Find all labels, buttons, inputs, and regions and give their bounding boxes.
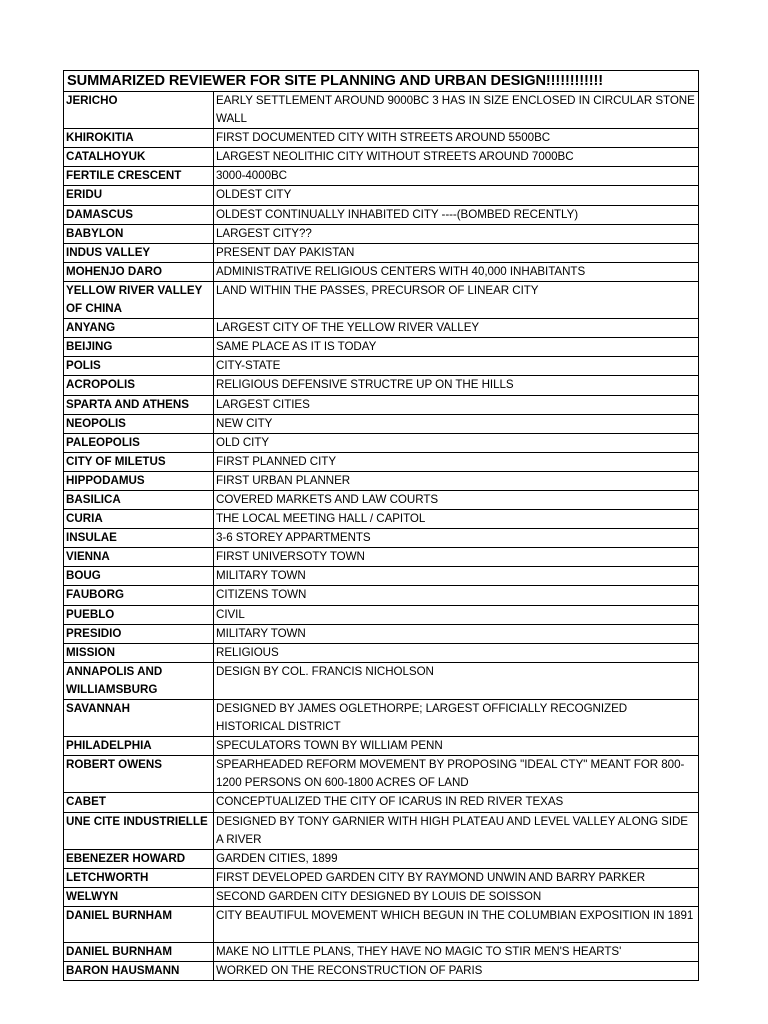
term-cell: FERTILE CRESCENT (64, 167, 214, 186)
term-cell: POLIS (64, 357, 214, 376)
reviewer-sheet (63, 70, 698, 981)
definition-cell: RELIGIOUS DEFENSIVE STRUCTRE UP ON THE HILLS (214, 376, 699, 395)
definition-cell: LARGEST NEOLITHIC CITY WITHOUT STREETS AROUND 7000BC (214, 148, 699, 167)
term-cell: CURIA (64, 510, 214, 529)
table-row (64, 243, 699, 262)
document-title: SUMMARIZED REVIEWER FOR SITE PLANNING AND URBAN DESIGN!!!!!!!!!!!! (64, 71, 699, 92)
table-row (64, 262, 699, 281)
term-cell: BARON HAUSMANN (64, 962, 214, 981)
term-cell: UNE CITE INDUSTRIELLE (64, 812, 214, 849)
table-row (64, 224, 699, 243)
definition-cell: OLD CITY (214, 433, 699, 452)
definition-cell: FIRST PLANNED CITY (214, 452, 699, 471)
definition-cell: SAME PLACE AS IT IS TODAY (214, 338, 699, 357)
definition-cell: LAND WITHIN THE PASSES, PRECURSOR OF LINEAR CITY (214, 281, 699, 318)
definition-cell: DESIGN BY COL. FRANCIS NICHOLSON (214, 662, 699, 699)
definition-cell: CONCEPTUALIZED THE CITY OF ICARUS IN RED RIVER TEXAS (214, 793, 699, 812)
table-row (64, 376, 699, 395)
table-row (64, 907, 699, 943)
table-row (64, 548, 699, 567)
term-cell: BOUG (64, 567, 214, 586)
table-row (64, 490, 699, 509)
table-row (64, 186, 699, 205)
definition-cell: RELIGIOUS (214, 643, 699, 662)
definition-cell: GARDEN CITIES, 1899 (214, 849, 699, 868)
table-row (64, 338, 699, 357)
term-cell: LETCHWORTH (64, 868, 214, 887)
definition-cell: DESIGNED BY JAMES OGLETHORPE; LARGEST OFFICIALLY RECOGNIZED HISTORICAL DISTRICT (214, 700, 699, 737)
table-row (64, 868, 699, 887)
table-row (64, 510, 699, 529)
reviewer-table (63, 70, 699, 981)
definition-cell: OLDEST CONTINUALLY INHABITED CITY ----(BOMBED RECENTLY) (214, 205, 699, 224)
term-cell: CATALHOYUK (64, 148, 214, 167)
term-cell: WELWYN (64, 887, 214, 906)
table-row (64, 433, 699, 452)
term-cell: SAVANNAH (64, 700, 214, 737)
definition-cell: DESIGNED BY TONY GARNIER WITH HIGH PLATEAU AND LEVEL VALLEY ALONG SIDE A RIVER (214, 812, 699, 849)
term-cell: DANIEL BURNHAM (64, 943, 214, 962)
term-cell: NEOPOLIS (64, 414, 214, 433)
table-row (64, 414, 699, 433)
term-cell: PUEBLO (64, 605, 214, 624)
table-row (64, 943, 699, 962)
term-cell: INDUS VALLEY (64, 243, 214, 262)
term-cell: ANNAPOLIS AND WILLIAMSBURG (64, 662, 214, 699)
term-cell: ACROPOLIS (64, 376, 214, 395)
definition-cell: NEW CITY (214, 414, 699, 433)
table-row (64, 471, 699, 490)
term-cell: ROBERT OWENS (64, 756, 214, 793)
definition-cell: CITIZENS TOWN (214, 586, 699, 605)
table-row (64, 452, 699, 471)
definition-cell: SPECULATORS TOWN BY WILLIAM PENN (214, 737, 699, 756)
definition-cell: SECOND GARDEN CITY DESIGNED BY LOUIS DE SOISSON (214, 887, 699, 906)
term-cell: CABET (64, 793, 214, 812)
definition-cell: 3-6 STOREY APPARTMENTS (214, 529, 699, 548)
definition-cell: LARGEST CITY OF THE YELLOW RIVER VALLEY (214, 319, 699, 338)
term-cell: HIPPODAMUS (64, 471, 214, 490)
term-cell: DAMASCUS (64, 205, 214, 224)
definition-cell: FIRST URBAN PLANNER (214, 471, 699, 490)
table-row (64, 624, 699, 643)
definition-cell: LARGEST CITY?? (214, 224, 699, 243)
definition-cell: MILITARY TOWN (214, 567, 699, 586)
term-cell: ERIDU (64, 186, 214, 205)
definition-cell: MILITARY TOWN (214, 624, 699, 643)
definition-cell: OLDEST CITY (214, 186, 699, 205)
term-cell: YELLOW RIVER VALLEY OF CHINA (64, 281, 214, 318)
term-cell: SPARTA AND ATHENS (64, 395, 214, 414)
term-cell: BEIJING (64, 338, 214, 357)
definition-cell: PRESENT DAY PAKISTAN (214, 243, 699, 262)
definition-cell: FIRST UNIVERSOTY TOWN (214, 548, 699, 567)
definition-cell: SPEARHEADED REFORM MOVEMENT BY PROPOSING "IDEAL CTY" MEANT FOR 800-1200 PERSONS ON 600-1800 ACRES OF LAND (214, 756, 699, 793)
term-cell: FAUBORG (64, 586, 214, 605)
term-cell: MISSION (64, 643, 214, 662)
definition-cell: FIRST DEVELOPED GARDEN CITY BY RAYMOND UNWIN AND BARRY PARKER (214, 868, 699, 887)
reviewer-table-body (64, 71, 699, 981)
definition-cell: THE LOCAL MEETING HALL / CAPITOL (214, 510, 699, 529)
term-cell: VIENNA (64, 548, 214, 567)
term-cell: CITY OF MILETUS (64, 452, 214, 471)
definition-cell: 3000-4000BC (214, 167, 699, 186)
term-cell: PHILADELPHIA (64, 737, 214, 756)
table-row (64, 395, 699, 414)
table-row (64, 529, 699, 548)
table-row (64, 737, 699, 756)
term-cell: PRESIDIO (64, 624, 214, 643)
definition-cell: MAKE NO LITTLE PLANS, THEY HAVE NO MAGIC TO STIR MEN'S HEARTS' (214, 943, 699, 962)
table-row (64, 148, 699, 167)
table-row (64, 793, 699, 812)
term-cell: BASILICA (64, 490, 214, 509)
table-row (64, 357, 699, 376)
term-cell: MOHENJO DARO (64, 262, 214, 281)
term-cell: BABYLON (64, 224, 214, 243)
table-row (64, 281, 699, 318)
term-cell: EBENEZER HOWARD (64, 849, 214, 868)
definition-cell: COVERED MARKETS AND LAW COURTS (214, 490, 699, 509)
term-cell: PALEOPOLIS (64, 433, 214, 452)
table-row (64, 167, 699, 186)
table-row (64, 319, 699, 338)
term-cell: INSULAE (64, 529, 214, 548)
definition-cell: FIRST DOCUMENTED CITY WITH STREETS AROUND 5500BC (214, 129, 699, 148)
term-cell: KHIROKITIA (64, 129, 214, 148)
definition-cell: CITY-STATE (214, 357, 699, 376)
table-row (64, 567, 699, 586)
definition-cell: WORKED ON THE RECONSTRUCTION OF PARIS (214, 962, 699, 981)
table-row (64, 812, 699, 849)
table-row (64, 700, 699, 737)
definition-cell: CITY BEAUTIFUL MOVEMENT WHICH BEGUN IN THE COLUMBIAN EXPOSITION IN 1891 (214, 907, 699, 943)
table-row (64, 662, 699, 699)
definition-cell: ADMINISTRATIVE RELIGIOUS CENTERS WITH 40,000 INHABITANTS (214, 262, 699, 281)
table-row (64, 849, 699, 868)
table-row (64, 586, 699, 605)
table-row (64, 205, 699, 224)
table-row (64, 756, 699, 793)
title-row (64, 71, 699, 92)
definition-cell: LARGEST CITIES (214, 395, 699, 414)
term-cell: JERICHO (64, 92, 214, 129)
table-row (64, 643, 699, 662)
table-row (64, 605, 699, 624)
term-cell: ANYANG (64, 319, 214, 338)
table-row (64, 962, 699, 981)
table-row (64, 887, 699, 906)
term-cell: DANIEL BURNHAM (64, 907, 214, 943)
definition-cell: CIVIL (214, 605, 699, 624)
table-row (64, 129, 699, 148)
definition-cell: EARLY SETTLEMENT AROUND 9000BC 3 HAS IN SIZE ENCLOSED IN CIRCULAR STONE WALL (214, 92, 699, 129)
table-row (64, 92, 699, 129)
